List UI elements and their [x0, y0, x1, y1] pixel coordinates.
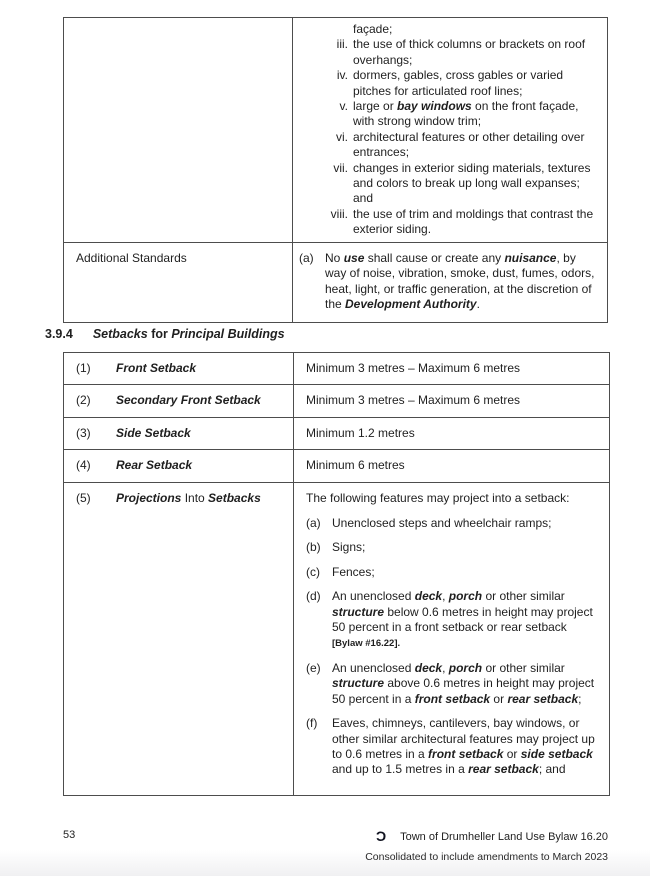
item-text: dormers, gables, cross gables or varied pitches for articulated roof lines;: [353, 68, 564, 98]
item-number: iii.: [336, 37, 348, 52]
row-label-cell: [64, 243, 292, 322]
right-cell: [292, 243, 607, 322]
item-text: the use of thick columns or brackets on roof overhangs;: [353, 37, 586, 67]
list-item: [306, 661, 601, 707]
list-item: [319, 207, 603, 238]
item-text: large or bay windows on the front façade, with strong window trim;: [353, 99, 579, 129]
item-number: vi.: [336, 129, 348, 144]
list-marker: (f): [306, 716, 318, 731]
standards-table: [63, 17, 608, 323]
footer-consolidation-note: Consolidated to include amendments to March 2023: [365, 851, 608, 863]
projections-intro: The following features may project into a setback:: [306, 490, 570, 505]
footer-page-number: 53: [63, 829, 76, 841]
row-number: (4): [76, 458, 91, 473]
list-marker: (c): [306, 564, 320, 579]
list-marker: (a): [306, 516, 321, 531]
table-row: [64, 384, 609, 416]
table-row-additional-standards: [64, 242, 607, 322]
item-number: v.: [339, 99, 348, 114]
projections-cell: [293, 483, 609, 795]
roman-list: [293, 18, 607, 242]
item-text: No use shall cause or create any nuisance, by way of noise, vibration, smoke, dust, fumes, odors, heat, light, or traffic generation, at the discretion of the Development Authority.: [325, 250, 595, 311]
row-label-cell: [64, 450, 293, 481]
town-logo-icon: Ɔ: [375, 828, 387, 844]
bylaw-note: [Bylaw #16.22].: [332, 638, 401, 650]
item-number: vii.: [333, 160, 348, 175]
list-marker: (a): [299, 250, 314, 265]
row-number: (2): [76, 393, 91, 408]
list-item: [319, 161, 603, 207]
footer-line1: [365, 828, 608, 844]
list-item: [306, 540, 601, 555]
section-heading: 3.9.4 Setbacks for Principal Buildings: [45, 327, 285, 341]
list-item: [293, 243, 607, 321]
row-value: Minimum 3 metres – Maximum 6 metres: [293, 353, 609, 384]
row-value: Minimum 6 metres: [293, 450, 609, 481]
row-number: (1): [76, 361, 91, 375]
list-item: [306, 716, 601, 778]
item-text: Unenclosed steps and wheelchair ramps;: [332, 516, 552, 531]
list-marker: (e): [306, 660, 321, 675]
item-text: changes in exterior siding materials, textures and colors to break up long wall expanses; and: [353, 160, 591, 206]
list-item: [319, 130, 603, 161]
table-row: [64, 18, 607, 242]
footer-bylaw-title: Town of Drumheller Land Use Bylaw 16.20: [400, 831, 608, 843]
row-label-cell: [64, 385, 293, 416]
item-text: Eaves, chimneys, cantilevers, bay windows, or other similar architectural features may project up to 0.6 metres in a front setback or side setback and up to 1.5 metres in a rear setback; and: [332, 716, 595, 777]
section-number: 3.9.4: [45, 327, 73, 341]
row-label: Additional Standards: [76, 250, 187, 265]
row-label: Front Setback: [116, 361, 197, 375]
row-label: Projections Into Setbacks: [116, 490, 261, 505]
list-item: [319, 37, 603, 68]
row-value: Minimum 3 metres – Maximum 6 metres: [293, 385, 609, 416]
item-number: viii.: [330, 206, 348, 221]
table-row-projections: [64, 482, 609, 795]
setbacks-table: [63, 352, 610, 796]
row-label: Side Setback: [116, 425, 191, 440]
table-row: [64, 417, 609, 449]
footer-right: [365, 828, 608, 863]
list-item: [306, 565, 601, 580]
right-cell: [292, 18, 607, 242]
item-text: the use of trim and moldings that contrast the exterior siding.: [353, 206, 594, 237]
item-text: Signs;: [332, 540, 366, 555]
hanging-line: façade;: [353, 22, 393, 36]
list-item: [319, 68, 603, 99]
item-text: architectural features or other detailing over entrances;: [353, 129, 585, 160]
item-text: Fences;: [332, 564, 375, 579]
row-label: Secondary Front Setback: [116, 393, 261, 408]
list-item: [306, 589, 601, 652]
list-marker: (d): [306, 589, 321, 604]
row-value: Minimum 1.2 metres: [293, 418, 609, 449]
row-number: (5): [76, 490, 91, 505]
item-text: An unenclosed deck, porch or other similar structure above 0.6 metres in height may project 50 percent in a front setback or rear setback;: [332, 660, 595, 706]
row-number: (3): [76, 425, 91, 440]
left-cell-empty: [64, 18, 292, 242]
row-label-cell: [64, 353, 293, 384]
list-item: [306, 516, 601, 531]
row-label-cell: [64, 418, 293, 449]
list-item: [319, 99, 603, 130]
list-marker: (b): [306, 540, 321, 555]
row-label: Rear Setback: [116, 458, 193, 473]
table-row: [64, 449, 609, 481]
table-row: [64, 353, 609, 384]
item-text: An unenclosed deck, porch or other similar structure below 0.6 metres in height may project 50 percent in a front setback or rear setback [Bylaw #16.22].: [332, 589, 601, 652]
row-label-cell: [64, 483, 293, 795]
item-number: iv.: [336, 68, 348, 83]
